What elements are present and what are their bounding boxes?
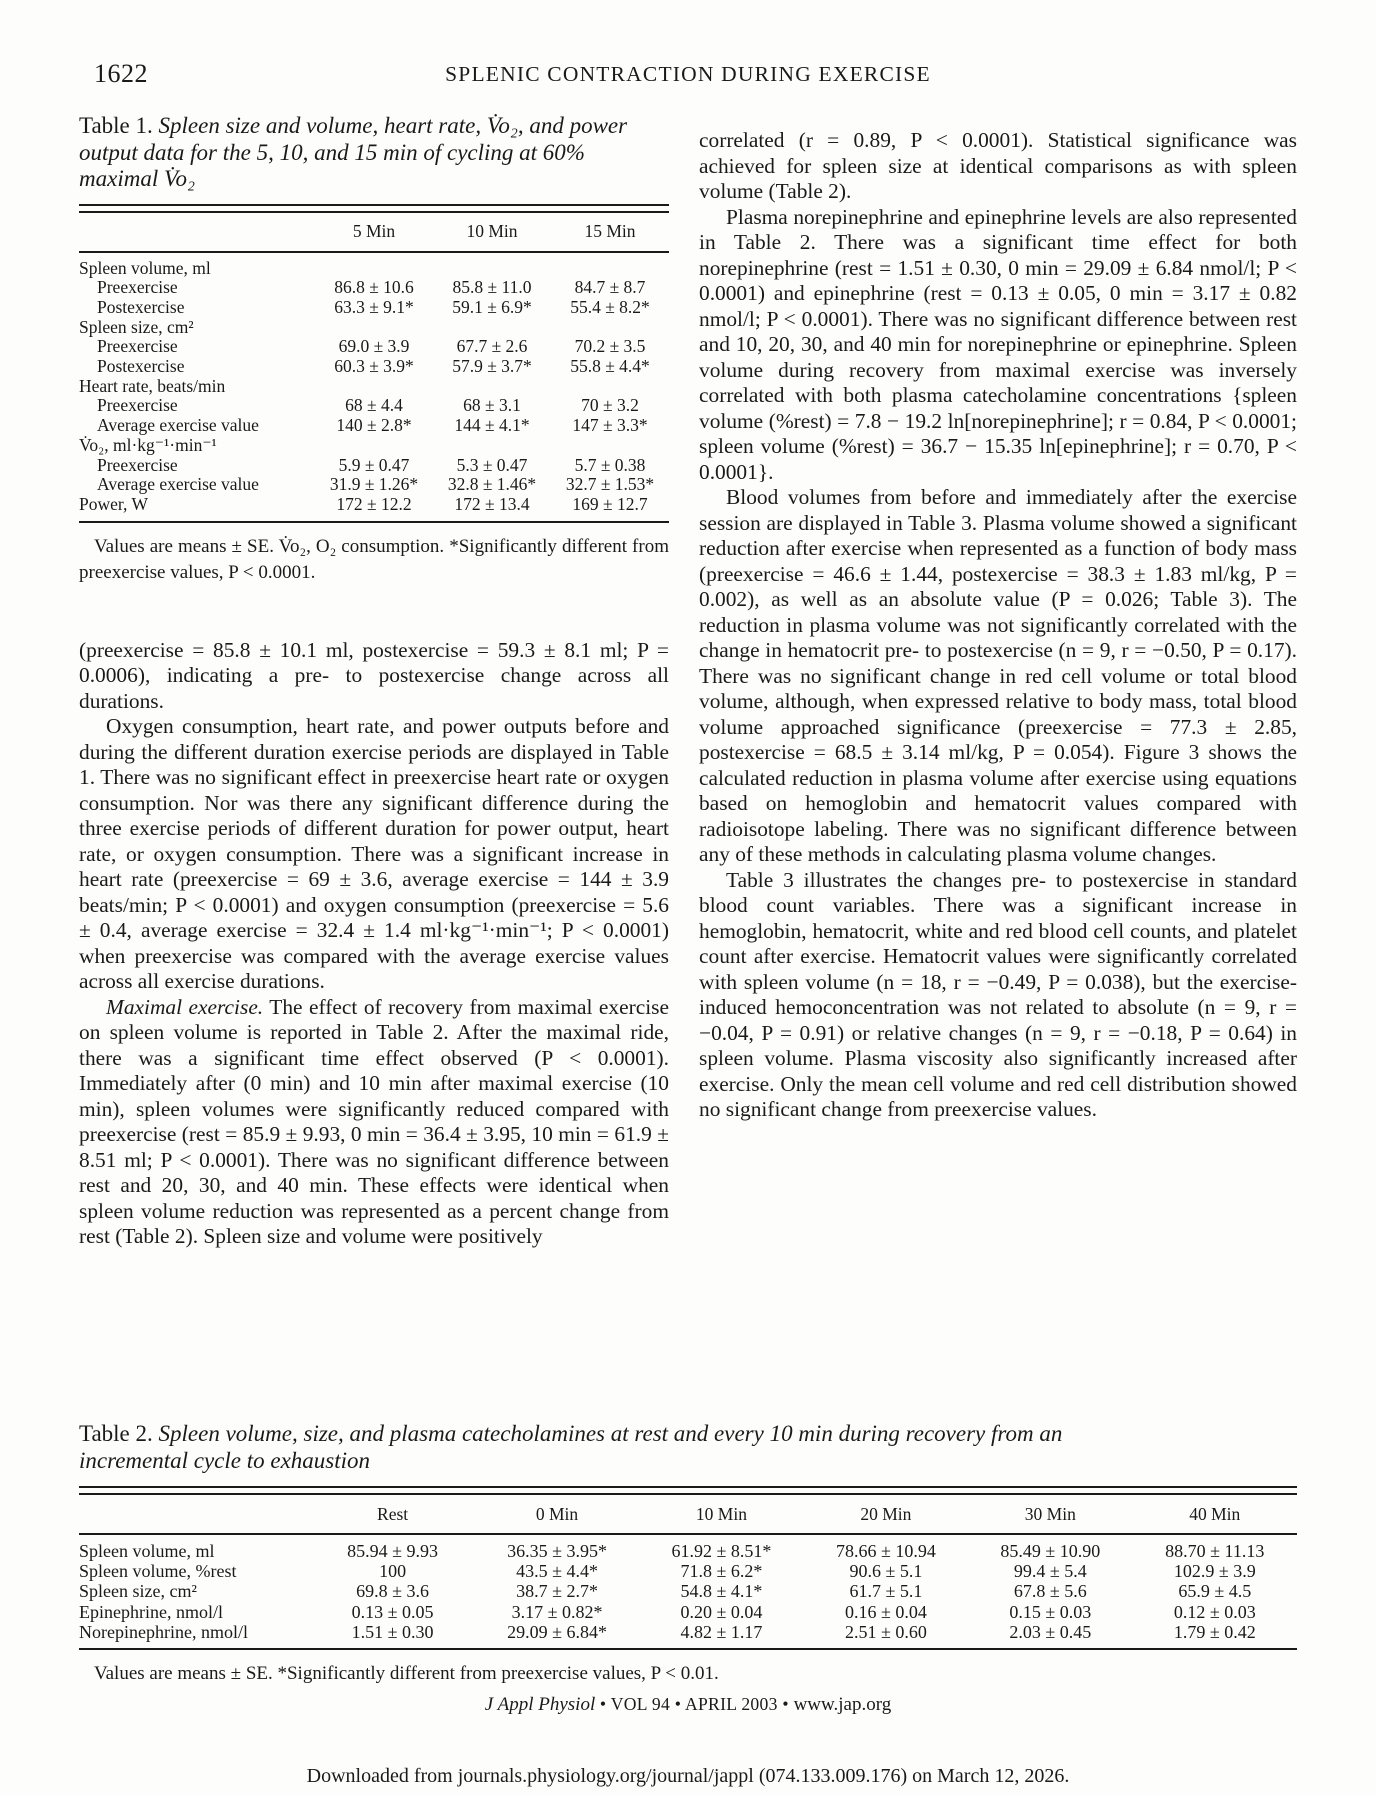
row-label: V̇o₂, ml·kg⁻¹·min⁻¹ [79, 434, 217, 455]
paragraph: (preexercise = 85.8 ± 10.1 ml, postexercise = 59.3 ± 8.1 ml; P = 0.0006), indicating a pre- to postexercise change across all durations. [79, 637, 669, 713]
cell-value: 1.51 ± 0.30 [351, 1621, 434, 1642]
cell-value [551, 318, 669, 338]
cell-value: 5.7 ± 0.38 [574, 454, 646, 475]
table-row [79, 1561, 1297, 1581]
table1-caption-text: Spleen size and volume, heart rate, V̇o₂, and power output data for the 5, 10, and 15 min of cycling at 60% maximal V̇o₂ [79, 113, 628, 191]
row-label: Preexercise [97, 336, 178, 357]
paragraph: correlated (r = 0.89, P < 0.0001). Statistical significance was achieved for spleen size at identical comparisons as with spleen volume (Table 2). [699, 128, 1297, 203]
table-row [79, 298, 669, 318]
table1-caption [79, 113, 669, 193]
table-row [79, 1581, 1297, 1601]
header-cell: 5 Min [315, 213, 433, 252]
table-row [79, 495, 669, 522]
table-header-row [79, 1495, 1297, 1534]
cell-value: 90.6 ± 5.1 [849, 1561, 923, 1582]
cell-value: 85.94 ± 9.93 [347, 1541, 439, 1561]
cell-value: 67.8 ± 5.6 [1013, 1581, 1087, 1602]
header-cell: 40 Min [1133, 1495, 1297, 1534]
cell-value: 78.66 ± 10.94 [835, 1541, 936, 1561]
table-row [79, 456, 669, 476]
cell-value: 0.12 ± 0.03 [1173, 1601, 1256, 1622]
left-column [79, 113, 669, 1250]
two-column-body [79, 113, 1297, 1250]
cell-value [551, 436, 669, 456]
cell-value: 100 [379, 1561, 407, 1582]
download-notice: Downloaded from journals.physiology.org/journal/jappl (074.133.009.176) on March 12, 2026. [306, 1765, 1070, 1787]
cell-value: 169 ± 12.7 [572, 493, 648, 514]
cell-value: 32.7 ± 1.53* [565, 474, 655, 495]
table1-head [79, 213, 669, 252]
cell-value: 86.8 ± 10.6 [334, 277, 414, 298]
row-label: Postexercise [97, 296, 185, 317]
paragraph: Table 3 illustrates the changes pre- to postexercise in standard blood count variables. There was a significant increase in hemoglobin, hematocrit, white and red blood cell counts, and platelet count after exercise. Hematocrit values were significantly correlated with spleen volume (n = 18, r = −0.49, P = 0.038), but the exercise-induced hemoconcentration was not related to absolute (n = 9, r = −0.04, P = 0.91) or relative changes (n = 9, r = −0.18, P = 0.64) in spleen volume. Plasma viscosity also significantly increased after exercise. Only the mean cell volume and red cell distribution showed no significant change from preexercise values. [699, 867, 1297, 1121]
cell-value: 61.7 ± 5.1 [849, 1581, 923, 1602]
cell-value: 32.8 ± 1.46* [447, 474, 537, 495]
table1-footnote: Values are means ± SE. V̇o₂, O₂ consumption. *Significantly different from preexercise values, P < 0.0001. [79, 535, 669, 584]
cell-value [433, 377, 551, 397]
cell-value: 2.51 ± 0.60 [844, 1621, 927, 1642]
row-label: Postexercise [97, 356, 185, 377]
row-label: Spleen size, cm² [79, 316, 194, 337]
cell-value: 59.1 ± 6.9* [452, 296, 532, 317]
cell-value [433, 252, 551, 279]
cell-value: 84.7 ± 8.7 [574, 277, 646, 298]
cell-value: 2.03 ± 0.45 [1009, 1621, 1092, 1642]
cell-value: 68 ± 4.4 [345, 395, 403, 416]
table-row [79, 337, 669, 357]
cell-value: 5.3 ± 0.47 [456, 454, 528, 475]
cell-value [315, 252, 433, 279]
cell-value: 69.0 ± 3.9 [338, 336, 410, 357]
cell-value: 172 ± 13.4 [454, 493, 530, 514]
journal-meta: • VOL 94 • APRIL 2003 • [595, 1694, 794, 1714]
table-row [79, 1622, 1297, 1649]
cell-value: 99.4 ± 5.4 [1013, 1561, 1087, 1582]
table-row [79, 357, 669, 377]
header-cell: 20 Min [804, 1495, 968, 1534]
cell-value: 88.70 ± 11.13 [1165, 1541, 1265, 1561]
cell-value: 5.9 ± 0.47 [338, 454, 410, 475]
table2-footnote: Values are means ± SE. *Significantly different from preexercise values, P < 0.01. [94, 1663, 719, 1685]
left-column-text [79, 638, 669, 1250]
header-cell: 15 Min [551, 213, 669, 252]
table-row [79, 436, 669, 456]
cell-value [315, 377, 433, 397]
table-row [79, 252, 669, 279]
cell-value: 70 ± 3.2 [581, 395, 639, 416]
cell-value: 38.7 ± 2.7* [516, 1581, 598, 1602]
cell-value: 140 ± 2.8* [336, 415, 412, 436]
row-label: Spleen size, cm² [79, 1581, 197, 1602]
row-label: Epinephrine, nmol/l [79, 1601, 223, 1622]
table2-head [79, 1495, 1297, 1534]
table-row [79, 416, 669, 436]
cell-value: 54.8 ± 4.1* [680, 1581, 763, 1602]
cell-value: 55.4 ± 8.2* [570, 296, 650, 317]
table2-caption-label: Table 2. [79, 1421, 153, 1446]
cell-value: 57.9 ± 3.7* [452, 356, 532, 377]
cell-value: 147 ± 3.3* [572, 415, 648, 436]
cell-value: 65.9 ± 4.5 [1178, 1581, 1252, 1602]
cell-value [433, 318, 551, 338]
cell-value: 70.2 ± 3.5 [574, 336, 646, 357]
table2-caption-text: Spleen volume, size, and plasma catecholamines at rest and every 10 min during recovery from an incremental cycle to exhaustion [79, 1421, 1063, 1473]
table-row [79, 318, 669, 338]
cell-value: 85.49 ± 10.90 [1000, 1541, 1101, 1561]
page-number: 1622 [94, 59, 148, 88]
right-column [699, 113, 1297, 1250]
table-row [79, 475, 669, 495]
header-cell: Rest [310, 1495, 474, 1534]
table1 [79, 213, 669, 523]
cell-value: 43.5 ± 4.4* [516, 1561, 598, 1582]
paragraph: Blood volumes from before and immediately after the exercise session are displayed in Table 3. Plasma volume showed a significant reduction after exercise when represented as a function of body mass (preexercise = 46.6 ± 1.44, postexercise = 38.3 ± 1.83 ml/kg, P = 0.002), as well as an absolute value (P = 0.026; Table 3). The reduction in plasma volume was not significantly correlated with the change in hematocrit pre- to postexercise (n = 9, r = −0.50, P = 0.17). There was no significant change in red cell volume or total blood volume, although, when expressed relative to body mass, total blood volume approached significance (preexercise = 77.3 ± 2.85, postexercise = 68.5 ± 3.14 ml/kg, P = 0.054). Figure 3 shows the calculated reduction in plasma volume after exercise using equations based on hemoglobin and hematocrit values compared with radioisotope labeling. There was no significant difference between any of these methods in calculating plasma volume changes. [699, 485, 1297, 866]
paragraph-lead: Maximal exercise. [106, 994, 264, 1019]
row-label: Average exercise value [97, 474, 259, 495]
cell-value: 67.7 ± 2.6 [456, 336, 528, 357]
row-label: Spleen volume, ml [79, 257, 211, 278]
cell-value: 0.13 ± 0.05 [351, 1601, 434, 1622]
header-cell: 10 Min [639, 1495, 803, 1534]
cell-value: 85.8 ± 11.0 [452, 277, 532, 298]
journal-footer [0, 1694, 1376, 1716]
cell-value: 4.82 ± 1.17 [680, 1621, 763, 1642]
running-head-title: SPLENIC CONTRACTION DURING EXERCISE [445, 62, 931, 86]
cell-value: 1.79 ± 0.42 [1173, 1621, 1256, 1642]
cell-value: 172 ± 12.2 [336, 493, 412, 514]
table-row [79, 1534, 1297, 1561]
paragraph [79, 995, 669, 1250]
header-cell-blank [79, 1495, 310, 1534]
cell-value: 60.3 ± 3.9* [334, 356, 414, 377]
paragraph: Plasma norepinephrine and epinephrine levels are also represented in Table 2. There was a significant time effect for both norepinephrine (rest = 1.51 ± 0.30, 0 min = 29.09 ± 6.84 nmol/l; P < 0.0001) and epinephrine (rest = 0.13 ± 0.05, 0 min = 3.17 ± 0.82 nmol/l; P < 0.0001). There was no significant difference between rest and 10, 20, 30, and 40 min for norepinephrine or epinephrine. Spleen volume during recovery from maximal exercise was inversely correlated with both plasma catecholamine concentrations {spleen volume (%rest) = 7.8 − 19.2 ln[norepinephrine]; r = 0.84, P < 0.0001; spleen volume (%rest) = 36.7 − 15.35 ln[epinephrine]; r = 0.70, P < 0.0001}. [699, 204, 1297, 484]
row-label: Preexercise [97, 277, 178, 298]
cell-value: 68 ± 3.1 [463, 395, 521, 416]
header-cell: 10 Min [433, 213, 551, 252]
row-label: Preexercise [97, 454, 178, 475]
table2-body [79, 1534, 1297, 1649]
table-row [79, 1602, 1297, 1622]
cell-value: 0.16 ± 0.04 [844, 1601, 927, 1622]
row-label: Preexercise [97, 395, 178, 416]
journal-name: J Appl Physiol [484, 1694, 596, 1715]
cell-value: 63.3 ± 9.1* [334, 296, 414, 317]
table2-top-rule [79, 1486, 1297, 1495]
cell-value: 102.9 ± 3.9 [1173, 1561, 1256, 1582]
cell-value: 0.15 ± 0.03 [1009, 1601, 1092, 1622]
cell-value [315, 436, 433, 456]
row-label: Heart rate, beats/min [79, 375, 226, 396]
cell-value: 29.09 ± 6.84* [507, 1621, 607, 1642]
table-header-row [79, 213, 669, 252]
table-row [79, 396, 669, 416]
row-label: Power, W [79, 493, 148, 514]
header-cell-blank [79, 213, 315, 252]
row-label: Norepinephrine, nmol/l [79, 1621, 248, 1642]
table1-caption-label: Table 1. [79, 113, 153, 138]
row-label: Spleen volume, ml [79, 1541, 215, 1561]
row-label: Spleen volume, %rest [79, 1561, 237, 1582]
header-cell: 0 Min [475, 1495, 639, 1534]
cell-value [551, 377, 669, 397]
paragraph: Oxygen consumption, heart rate, and power outputs before and during the different duration exercise periods are displayed in Table 1. There was no significant effect in preexercise heart rate or oxygen consumption. Nor was there any significant difference during the three exercise periods of different duration for power output, heart rate, or oxygen consumption. There was a significant increase in heart rate (preexercise = 69 ± 3.6, average exercise = 144 ± 3.9 beats/min; P < 0.0001) and oxygen consumption (preexercise = 5.6 ± 0.4, average exercise = 32.4 ± 1.4 ml·kg⁻¹·min⁻¹; P < 0.0001) when preexercise was compared with the average exercise values across all exercise durations. [79, 714, 669, 994]
table2-caption [79, 1421, 1119, 1474]
cell-value: 3.17 ± 0.82* [511, 1601, 603, 1622]
cell-value: 69.8 ± 3.6 [356, 1581, 430, 1602]
table1-top-rule [79, 204, 669, 213]
cell-value: 144 ± 4.1* [454, 415, 530, 436]
table1-body [79, 252, 669, 522]
cell-value: 61.92 ± 8.51* [671, 1541, 772, 1561]
header-cell: 30 Min [968, 1495, 1132, 1534]
cell-value: 71.8 ± 6.2* [680, 1561, 763, 1582]
row-label: Average exercise value [97, 415, 259, 436]
cell-value: 31.9 ± 1.26* [329, 474, 419, 495]
table2 [79, 1495, 1297, 1650]
journal-url: www.jap.org [793, 1694, 892, 1715]
table-row [79, 377, 669, 397]
cell-value [433, 436, 551, 456]
table2-section [79, 1421, 1297, 1688]
cell-value: 36.35 ± 3.95* [507, 1541, 607, 1561]
cell-value [315, 318, 433, 338]
cell-value [551, 252, 669, 279]
cell-value: 0.20 ± 0.04 [680, 1601, 763, 1622]
cell-value: 55.8 ± 4.4* [570, 356, 650, 377]
table-row [79, 278, 669, 298]
paragraph-text: The effect of recovery from maximal exercise on spleen volume is reported in Table 2. After the maximal ride, there was a significant time effect observed (P < 0.0001). Immediately after (0 min) and 10 min after maximal exercise (10 min), spleen volumes were significantly reduced compared with preexercise (rest = 85.9 ± 9.93, 0 min = 36.4 ± 3.95, 10 min = 61.9 ± 8.51 ml; P < 0.0001). There was no significant difference between rest and 20, 30, and 40 min. These effects were identical when spleen volume reduction was represented as a percent change from rest (Table 2). Spleen size and volume were positively [79, 994, 669, 1249]
running-head [79, 58, 1297, 88]
